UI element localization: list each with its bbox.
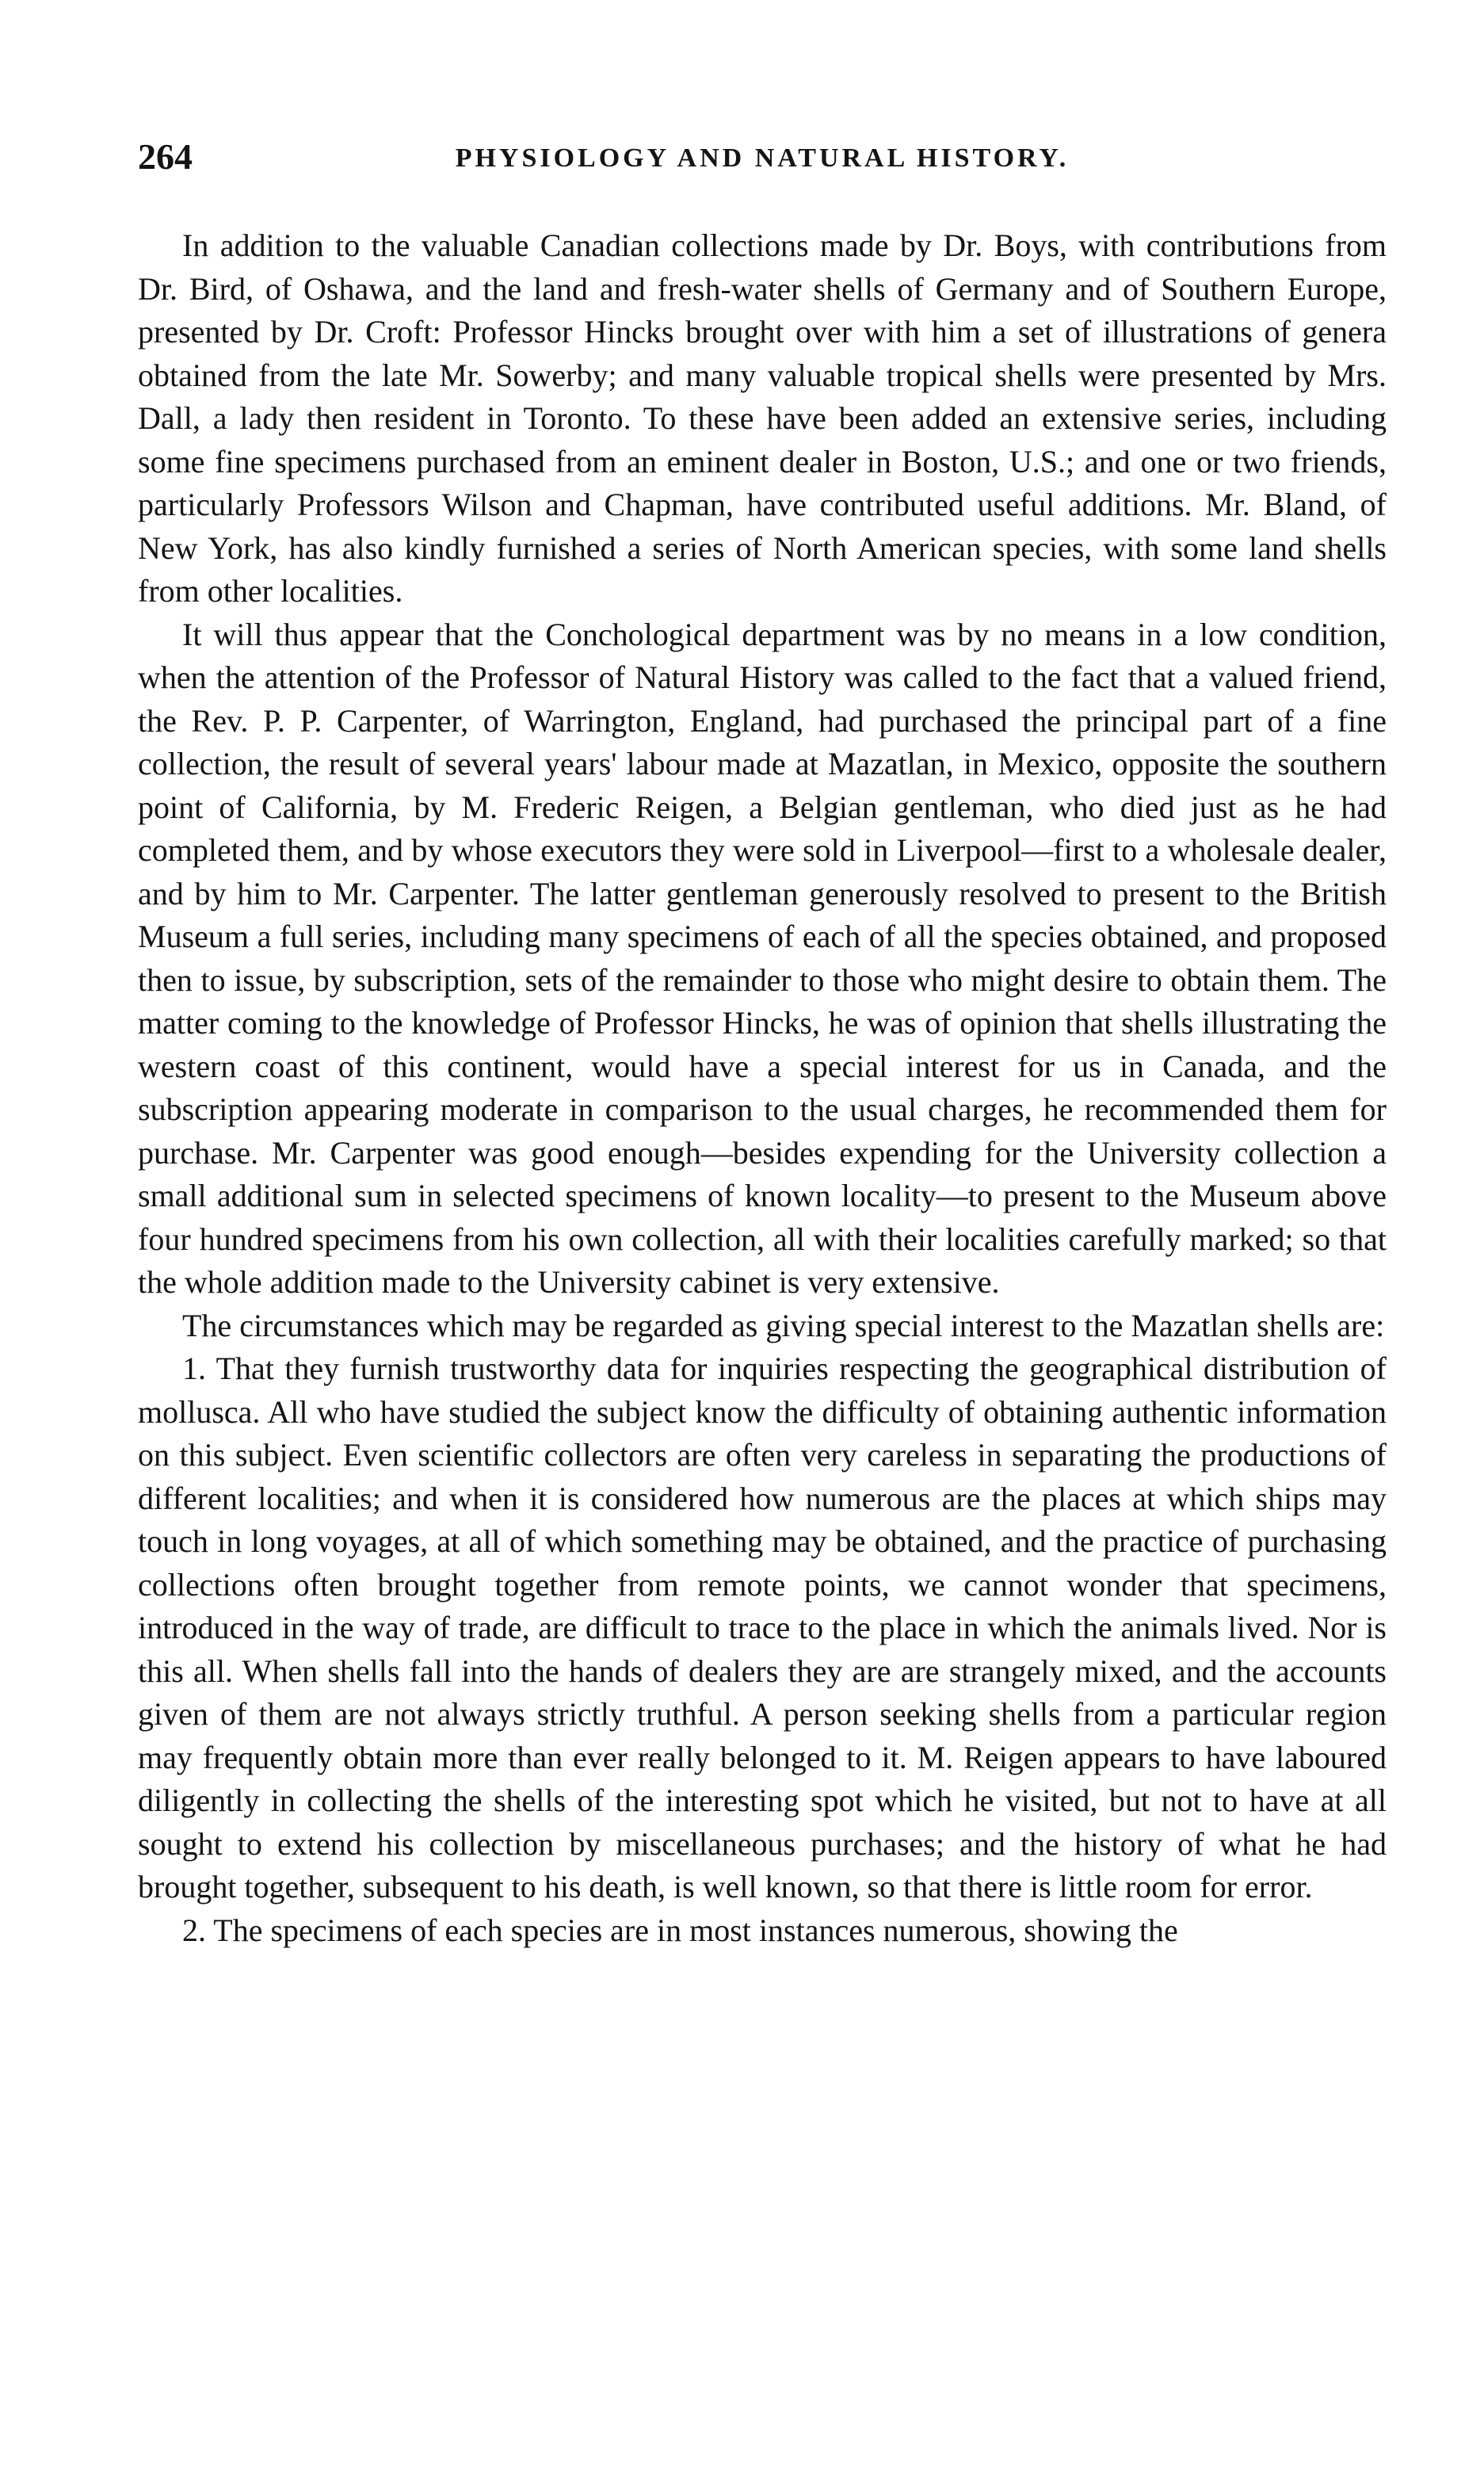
running-head [138,133,1387,181]
paragraph-collections: In addition to the valuable Canadian collections made by Dr. Boys, with contributions from Dr. Bird, of Oshawa, and the land and fresh-water shells of Germany and of Southern Europe, presented by Dr. Croft: Professor Hincks brought over with him a set of illustrations of genera obtained from the late Mr. Sowerby; and many valuable tropical shells were presented by Mrs. Dall, a lady then resident in Toronto. To these have been added an extensive series, including some fine specimens purchased from an eminent dealer in Boston, U.S.; and one or two friends, particularly Professors Wilson and Chapman, have contributed useful additions. Mr. Bland, of New York, has also kindly furnished a series of North American species, with some land shells from other localities. [138,227,1387,609]
list-item-2: 2. The specimens of each species are in most instances numerous, showing the [182,1912,1178,1948]
running-head-title: PHYSIOLOGY AND NATURAL HISTORY. [455,143,1070,173]
paragraph-circumstances: The circumstances which may be regarded as giving special interest to the Mazatlan shells are: [182,1307,1385,1343]
list-item-1: 1. That they furnish trustworthy data for inquiries respecting the geographical distribution of mollusca. All who have studied the subject know the difficulty of obtaining authentic information on this subject. Even scientific collectors are often very careless in separating the productions of different localities; and when it is considered how numerous are the places at which ships may touch in long voyages, at all of which something may be obtained, and the practice of purchasing collections often brought together from remote points, we cannot wonder that specimens, introduced in the way of trade, are difficult to trace to the place in which the animals lived. Nor is this all. When shells fall into the hands of dealers they are are strangely mixed, and the accounts given of them are not always strictly truthful. A person seeking shells from a particular region may frequently obtain more than ever really belonged to it. M. Reigen appears to have laboured diligently in collecting the shells of the interesting spot which he visited, but not to have at all sought to extend his collection by miscellaneous purchases; and the history of what he had brought together, subsequent to his death, is well known, so that there is little room for error. [138,1351,1387,1905]
paragraph-mazatlan-purchase: It will thus appear that the Conchological department was by no means in a low condition, when the attention of the Professor of Natural History was called to the fact that a valued friend, the Rev. P. P. Carpenter, of Warrington, England, had purchased the principal part of a fine collection, the result of several years' labour made at Mazatlan, in Mexico, opposite the southern point of California, by M. Frederic Reigen, a Belgian gentleman, who died just as he had completed them, and by whose executors they were sold in Liverpool—first to a wholesale dealer, and by him to Mr. Carpenter. The latter gentleman generously resolved to present to the British Museum a full series, including many specimens of each of all the species obtained, and proposed then to issue, by subscription, sets of the remainder to those who might desire to obtain them. The matter coming to the knowledge of Professor Hincks, he was of opinion that shells illustrating the western coast of this continent, would have a special interest for us in Canada, and the subscription appearing moderate in comparison to the usual charges, he recommended them for purchase. Mr. Carpenter was good enough—besides expending for the University collection a small additional sum in selected specimens of known locality—to present to the Museum above four hundred specimens from his own collection, all with their localities carefully marked; so that the whole addition made to the University cabinet is very extensive. [138,616,1387,1300]
body-text [138,224,1387,1952]
page-number: 264 [138,136,193,177]
